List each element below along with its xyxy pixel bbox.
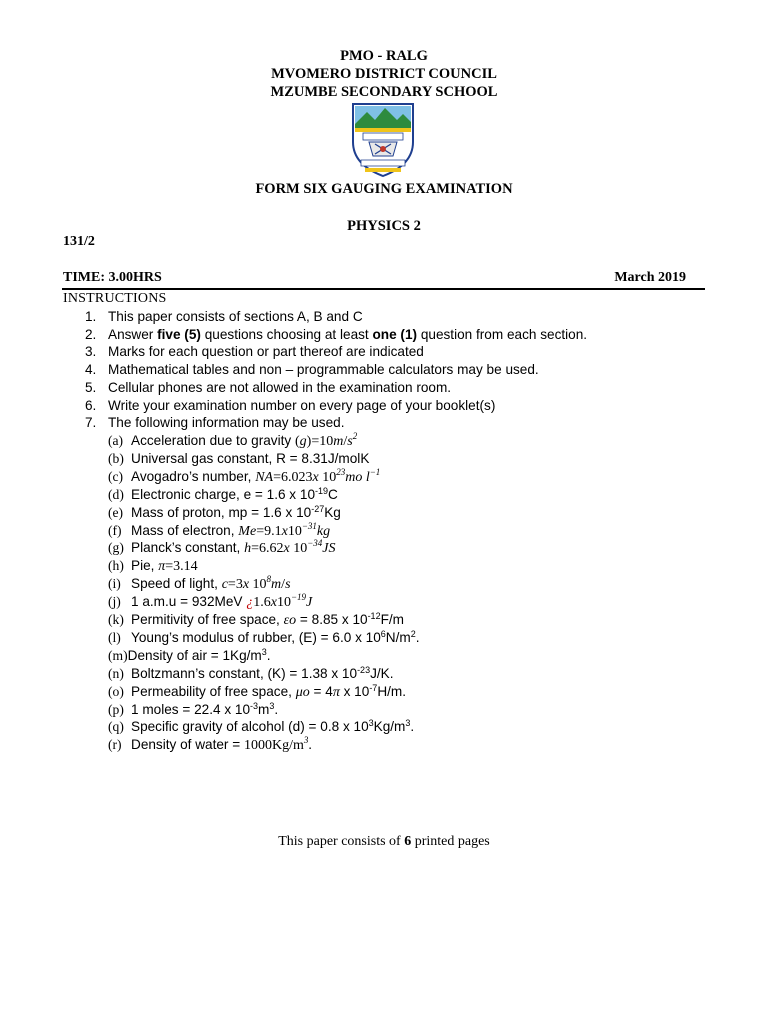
page-count-note (0, 834, 768, 850)
superscript: −34 (307, 538, 323, 549)
text-fragment: Density of water = (131, 737, 244, 753)
text-fragment: . (415, 629, 420, 645)
text-fragment: ) (306, 434, 312, 449)
constant-label: (p) (108, 701, 124, 717)
text-fragment: x 10 (339, 683, 370, 699)
text-fragment: s (347, 434, 353, 449)
text-fragment: s (285, 577, 291, 593)
text-fragment: J (306, 595, 313, 611)
constant-label: (b) (108, 450, 124, 466)
superscript: 3 (405, 718, 411, 729)
instruction-item (85, 397, 725, 415)
instruction-item (85, 326, 725, 344)
text-fragment: This paper consists of sections A, B and C (108, 309, 363, 324)
text-fragment: Permeability of free space, (131, 683, 296, 699)
text-fragment: m (333, 434, 344, 449)
constant-item (108, 665, 728, 683)
constant-item (108, 629, 728, 647)
text-fragment: =6.023 (273, 469, 313, 485)
superscript: 2 (352, 431, 358, 441)
text-fragment: . (274, 701, 279, 717)
text-fragment: 10 (249, 577, 267, 593)
instruction-number: 5. (85, 379, 97, 395)
text-fragment: h (244, 541, 252, 557)
constant-item (108, 683, 728, 702)
constant-label: (k) (108, 612, 124, 627)
constant-label: (j) (108, 594, 121, 610)
superscript: 3 (261, 646, 267, 657)
instruction-item (85, 361, 725, 379)
header-line-2: MVOMERO DISTRICT COUNCIL (271, 66, 497, 82)
text-fragment: Me (238, 523, 257, 539)
instruction-number: 7. (85, 415, 97, 431)
constant-label: (g) (108, 540, 124, 556)
text-fragment: Boltzmann’s constant, (K) = 1.38 x 10 (131, 665, 358, 681)
text-fragment: = 8.85 x 10 (296, 612, 368, 627)
text-fragment: Write your examination number on every page of your booklet(s) (108, 397, 496, 413)
text-fragment: F/m (380, 612, 404, 627)
text-fragment: / (343, 434, 348, 449)
text-fragment: μo (295, 684, 310, 700)
text-fragment: m (271, 577, 282, 593)
text-fragment: x (312, 469, 319, 485)
text-fragment: Electronic charge, e = 1.6 x 10 (131, 486, 316, 502)
superscript: -19 (315, 485, 329, 496)
instruction-item (85, 343, 725, 361)
text-fragment: NA (255, 469, 274, 485)
constant-item (108, 557, 728, 576)
constant-item (108, 468, 728, 487)
text-fragment: Density of air = 1Kg/m (127, 647, 262, 663)
text-fragment: Permitivity of free space, (131, 612, 284, 627)
text-fragment: kg (316, 523, 331, 539)
text-fragment: / (281, 577, 286, 593)
text-fragment: Kg/m (373, 719, 406, 735)
exam-date: March 2019 (614, 270, 686, 285)
constant-label: (e) (108, 504, 124, 520)
text-fragment: Kg (324, 504, 341, 520)
superscript: -27 (311, 503, 325, 514)
constant-label: (h) (108, 558, 124, 574)
text-fragment: mo l (345, 469, 370, 485)
text-fragment: =9.1 (256, 523, 282, 539)
superscript: -12 (367, 611, 381, 621)
text-fragment: π (158, 559, 166, 575)
exam-duration: TIME: 3.00HRS (63, 270, 162, 285)
constant-item (108, 718, 728, 736)
constant-label: (l) (108, 629, 121, 645)
subject-title: PHYSICS 2 (347, 218, 421, 234)
text-fragment: =10 (311, 434, 334, 449)
instruction-number: 6. (85, 397, 97, 413)
page-count-number: 6 (404, 834, 412, 849)
text-fragment: Specific gravity of alcohol (d) = 0.8 x 10 (131, 719, 369, 735)
constant-item (108, 736, 728, 755)
text-fragment: Answer (108, 326, 158, 342)
text-fragment: g (299, 434, 307, 449)
superscript: 3 (269, 700, 275, 711)
superscript: 6 (380, 628, 386, 639)
constant-label: (f) (108, 522, 122, 538)
text-fragment: Cellular phones are not allowed in the examination room. (108, 379, 452, 395)
text-fragment: ( (294, 434, 300, 449)
text-fragment: x (283, 541, 290, 557)
constant-label: (a) (108, 433, 124, 448)
header-line-3: MZUMBE SECONDARY SCHOOL (270, 84, 498, 100)
text-fragment: Young’s modulus of rubber, (E) = 6.0 x 10 (131, 629, 381, 645)
text-fragment: ¿ (246, 595, 254, 611)
constant-label: (r) (108, 737, 122, 753)
text-fragment: m (258, 701, 270, 717)
superscript: −31 (301, 520, 317, 531)
text-fragment: H/m. (377, 683, 407, 699)
text-fragment: question from each section. (417, 326, 588, 342)
constant-label: (n) (108, 665, 124, 681)
instruction-item (85, 308, 725, 326)
constant-item (108, 486, 728, 504)
text-fragment: Planck’s constant, (131, 540, 245, 556)
instruction-number: 2. (85, 326, 97, 342)
header-divider (62, 288, 705, 290)
text-fragment: 10 (289, 541, 308, 557)
text-fragment: questions choosing at least (200, 326, 373, 342)
constant-item (108, 450, 728, 468)
instruction-number: 3. (85, 344, 97, 360)
superscript: -23 (357, 664, 371, 675)
text-fragment: 10 (318, 469, 337, 485)
constant-label: (o) (108, 683, 124, 699)
text-fragment: = 4 (309, 683, 333, 699)
constant-label: (i) (108, 576, 121, 592)
superscript: 23 (336, 466, 346, 477)
superscript: -7 (369, 682, 378, 693)
text-fragment: Mass of proton, mp = 1.6 x 10 (131, 504, 312, 520)
page-count-suffix: printed pages (411, 834, 490, 849)
exam-title: FORM SIX GAUGING EXAMINATION (255, 181, 513, 197)
constant-item (108, 539, 728, 558)
constant-label: (c) (108, 468, 124, 484)
text-fragment: Mass of electron, (131, 522, 239, 538)
text-fragment: π (332, 684, 340, 700)
constant-item (108, 701, 728, 719)
superscript: −1 (369, 466, 381, 477)
instruction-number: 1. (85, 309, 97, 324)
constant-label: (q) (108, 719, 124, 735)
paper-code: 131/2 (63, 234, 95, 249)
instruction-item (85, 414, 725, 432)
text-fragment: Universal gas constant, R = 8.31J/molK (131, 450, 370, 466)
text-fragment: . (308, 738, 312, 754)
superscript: 2 (410, 628, 416, 639)
superscript: −19 (290, 592, 307, 603)
text-fragment: =3.14 (165, 559, 198, 575)
text-fragment: Marks for each question or part thereof are indicated (108, 344, 424, 360)
text-fragment: 10 (276, 595, 291, 611)
text-fragment: 10 (287, 523, 302, 539)
constant-label: (d) (108, 486, 124, 502)
superscript: -3 (250, 700, 259, 711)
superscript: 3 (303, 735, 309, 746)
text-fragment: εo (283, 613, 297, 628)
text-fragment: 1.6 (253, 595, 271, 611)
instruction-item (85, 379, 725, 397)
constant-item (108, 647, 728, 665)
constant-item (108, 611, 728, 630)
text-fragment: c (221, 577, 228, 593)
text-fragment: Acceleration due to gravity (131, 433, 295, 448)
text-fragment: =3 (227, 577, 243, 593)
page-count-prefix: This paper consists of (278, 834, 405, 849)
text-fragment: one (1) (372, 326, 418, 342)
text-fragment: Mathematical tables and non – programmable calculators may be used. (108, 362, 539, 378)
constant-item (108, 432, 728, 451)
text-fragment: Pie, (131, 558, 159, 574)
superscript: 3 (368, 718, 374, 729)
text-fragment: five (5) (157, 326, 201, 342)
header-line-1: PMO - RALG (340, 48, 428, 64)
constant-item (108, 522, 728, 541)
instructions-heading: INSTRUCTIONS (63, 291, 167, 306)
text-fragment: . (410, 719, 415, 735)
text-fragment: =6.62 (251, 541, 284, 557)
text-fragment: 1 moles = 22.4 x 10 (131, 701, 251, 717)
constant-label: (m) (108, 647, 128, 663)
instruction-number: 4. (85, 362, 97, 378)
text-fragment: 1000Kg/m (243, 738, 304, 754)
text-fragment: 1 a.m.u = 932MeV (131, 594, 247, 610)
text-fragment: x (270, 595, 277, 611)
superscript: 8 (266, 574, 272, 585)
constant-item (108, 593, 728, 612)
text-fragment: . (266, 647, 271, 663)
text-fragment: C (328, 486, 338, 502)
text-fragment: N/m (385, 629, 411, 645)
school-crest-logo (351, 102, 415, 178)
constant-item (108, 575, 728, 594)
text-fragment: J/K. (370, 665, 394, 681)
text-fragment: x (281, 523, 288, 539)
constant-item (108, 504, 728, 522)
text-fragment: Avogadro’s number, (131, 468, 256, 484)
text-fragment: The following information may be used. (108, 415, 345, 431)
text-fragment: Speed of light, (131, 576, 222, 592)
text-fragment: x (242, 577, 250, 593)
text-fragment: JS (322, 541, 336, 557)
